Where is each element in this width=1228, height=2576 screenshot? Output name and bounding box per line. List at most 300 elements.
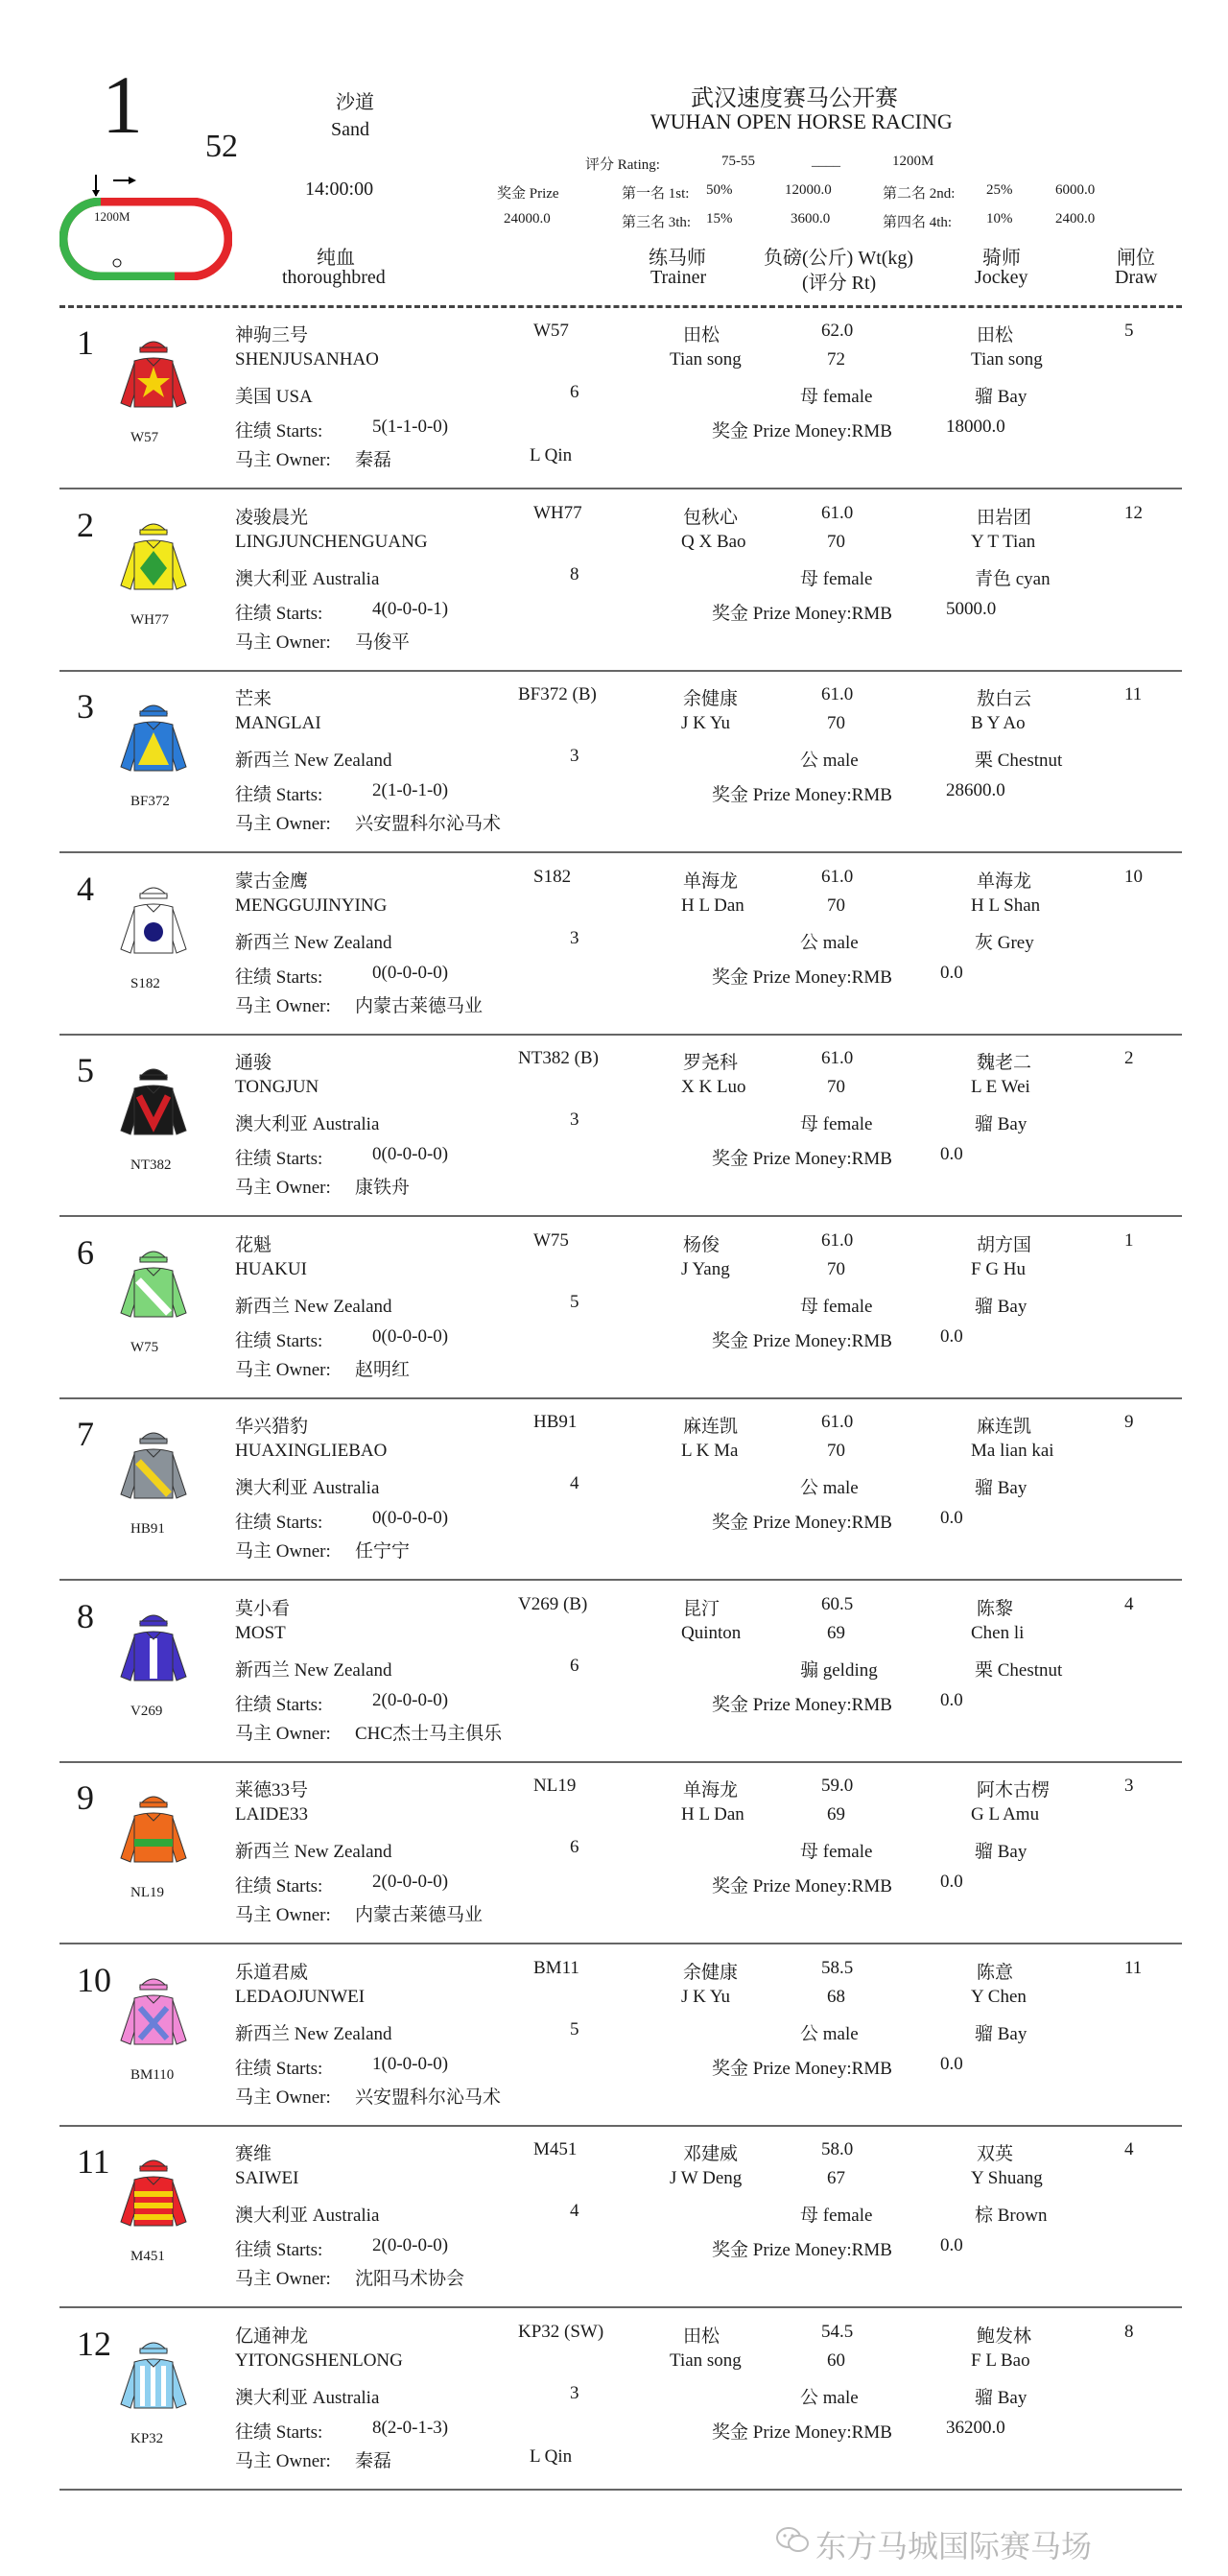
prize-money-label: 奖金 Prize Money:RMB [712,2422,892,2443]
silk-code: NL19 [130,1885,164,1900]
fourth-pct: 10% [986,211,1013,227]
surface-cn: 沙道 [336,92,374,113]
prize-money: 28600.0 [946,780,1005,800]
coat-color: 骝 Bay [975,1842,1027,1862]
trainer-cn: 罗尧科 [683,1053,739,1073]
col-weight-cn: 负磅(公斤) Wt(kg) [764,248,914,269]
owner-cn: CHC杰士马主俱乐 [355,1724,503,1744]
starts: 8(2-0-1-3) [372,2418,449,2438]
surface-en: Sand [331,119,369,140]
entry-number: 8 [77,1597,94,1635]
rating-value: 75-55 [721,154,755,169]
third-label: 第三名 3th: [622,215,692,230]
sex: 母 female [800,1842,873,1862]
jockey-cn: 麻连凯 [977,1417,1032,1437]
prize-money: 0.0 [940,2054,963,2074]
age: 3 [570,928,579,948]
starts-label: 往绩 Starts: [235,2422,323,2443]
col-trainer-en: Trainer [650,267,707,288]
entry-number: 10 [77,1961,111,1999]
jockey-cn: 鲍发林 [977,2326,1032,2347]
owner-cn: 内蒙古莱德马业 [355,996,484,1016]
starts: 2(0-0-0-0) [372,2235,449,2255]
age: 5 [570,1292,579,1312]
entry-number: 2 [77,506,94,544]
prize-money: 0.0 [940,1326,963,1347]
trainer-cn: 余健康 [683,1963,739,1983]
age: 4 [570,2201,579,2221]
trainer-en: J Yang [681,1259,730,1279]
trainer-cn: 田松 [683,325,720,346]
draw: 4 [1124,2139,1134,2159]
horse-code: BM11 [533,1958,579,1978]
starts-label: 往绩 Starts: [235,2240,323,2260]
horse-entry [0,863,1228,1045]
race-title-en: WUHAN OPEN HORSE RACING [650,109,953,133]
owner-label: 马主 Owner: [235,1905,331,1925]
draw: 8 [1124,2322,1134,2342]
horse-code: W57 [533,321,569,341]
age: 5 [570,2019,579,2039]
horse-entry [0,1772,1228,1954]
trainer-cn: 单海龙 [683,1780,739,1801]
trainer-cn: 单海龙 [683,871,739,892]
jockey-cn: 胡方国 [977,1235,1032,1255]
jockey-en: Y T Tian [971,532,1036,552]
prize-total: 24000.0 [504,211,551,227]
breed-cn: 纯血 [317,248,355,269]
header-divider [59,305,1182,308]
owner-label: 马主 Owner: [235,450,331,470]
owner-label: 马主 Owner: [235,1724,331,1744]
horse-entry [0,680,1228,863]
prize-money-label: 奖金 Prize Money:RMB [712,421,892,441]
jockey-silks-icon [115,1244,192,1330]
origin: 新西兰 New Zealand [235,1297,392,1317]
starts: 2(1-0-1-0) [372,780,449,800]
horse-code: S182 [533,867,572,887]
trainer-en: J W Deng [670,2168,743,2188]
jockey-en: L E Wei [971,1077,1030,1097]
jockey-silks-icon [115,1608,192,1694]
entry-number: 6 [77,1233,94,1272]
jockey-silks-icon [115,516,192,603]
owner-cn: 秦磊 [355,450,392,470]
prize-label: 奖金 Prize [497,186,559,202]
jockey-en: Y Chen [971,1987,1027,2007]
jockey-en: Ma lian kai [971,1441,1054,1461]
entry-number: 11 [77,2142,110,2181]
horse-code: V269 (B) [518,1594,588,1614]
starts: 0(0-0-0-0) [372,1144,449,1164]
starts: 1(0-0-0-0) [372,2054,449,2074]
direction-arrow-icon [88,173,155,192]
age: 4 [570,1473,579,1493]
rating: 70 [827,895,845,916]
horse-entry [0,2318,1228,2500]
entry-divider [59,1761,1182,1763]
prize-money-label: 奖金 Prize Money:RMB [712,1876,892,1896]
weight: 54.5 [821,2322,854,2342]
jockey-en: Chen li [971,1623,1025,1643]
starts: 0(0-0-0-0) [372,1326,449,1347]
sex: 公 male [800,933,859,953]
sex: 骟 gelding [800,1660,878,1681]
horse-entry [0,1044,1228,1227]
horse-entry [0,2135,1228,2318]
jockey-en: H L Shan [971,895,1041,916]
starts: 0(0-0-0-0) [372,1508,449,1528]
owner-cn: 任宁宁 [355,1541,411,1562]
prize-money-label: 奖金 Prize Money:RMB [712,2240,892,2260]
horse-name-en: HUAXINGLIEBAO [235,1441,388,1461]
jockey-en: Tian song [971,349,1043,370]
jockey-silks-icon [115,698,192,784]
starts-label: 往绩 Starts: [235,1513,323,1533]
owner-cn: 内蒙古莱德马业 [355,1905,484,1925]
sex: 母 female [800,1114,873,1134]
prize-money: 0.0 [940,1690,963,1710]
prize-money-label: 奖金 Prize Money:RMB [712,1331,892,1351]
jockey-en: G L Amu [971,1804,1040,1825]
sex: 母 female [800,387,873,407]
second-label: 第二名 2nd: [883,186,956,202]
sex: 公 male [800,2024,859,2044]
horse-name-cn: 赛维 [235,2144,272,2164]
origin: 澳大利亚 Australia [235,569,380,589]
coat-color: 骝 Bay [975,387,1027,407]
rating: 70 [827,532,845,552]
trainer-en: Tian song [670,349,742,370]
horse-name-en: YITONGSHENLONG [235,2350,403,2371]
horse-name-en: LAIDE33 [235,1804,308,1825]
horse-entry [0,1408,1228,1590]
starts-label: 往绩 Starts: [235,604,323,624]
third-pct: 15% [706,211,733,227]
race-time: 14:00:00 [305,179,374,200]
entry-number: 3 [77,687,94,726]
coat-color: 棕 Brown [975,2206,1048,2226]
col-draw-cn: 闸位 [1117,248,1155,269]
entry-divider [59,2489,1182,2491]
horse-code: W75 [533,1230,569,1251]
origin: 澳大利亚 Australia [235,2388,380,2408]
owner-label: 马主 Owner: [235,814,331,834]
starts: 5(1-1-0-0) [372,417,449,437]
horse-name-cn: 神驹三号 [235,325,309,346]
jockey-cn: 田岩团 [977,508,1032,528]
track-diagram [59,198,232,280]
owner-cn: 兴安盟科尔沁马术 [355,2087,502,2108]
trainer-en: X K Luo [681,1077,746,1097]
origin: 新西兰 New Zealand [235,933,392,953]
silk-code: NT382 [130,1157,172,1173]
silk-code: BF372 [130,794,170,809]
owner-label: 马主 Owner: [235,632,331,653]
horse-name-en: LINGJUNCHENGUANG [235,532,428,552]
owner-cn: 沈阳马术协会 [355,2269,465,2289]
horse-code: NL19 [533,1776,577,1796]
jockey-cn: 陈黎 [977,1599,1014,1619]
draw: 2 [1124,1048,1134,1068]
rating: 68 [827,1987,845,2007]
jockey-cn: 陈意 [977,1963,1014,1983]
trainer-cn: 邓建威 [683,2144,739,2164]
owner-cn: 赵明红 [355,1360,411,1380]
origin: 新西兰 New Zealand [235,1842,392,1862]
age: 6 [570,1656,579,1676]
prize-money: 0.0 [940,1144,963,1164]
trainer-en: H L Dan [681,1804,744,1825]
trainer-en: Quinton [681,1623,742,1643]
horse-code: WH77 [533,503,582,523]
age: 6 [570,1837,579,1857]
horse-name-en: MANGLAI [235,713,321,733]
draw: 11 [1124,684,1143,704]
horse-code: NT382 (B) [518,1048,599,1068]
jockey-silks-icon [115,334,192,420]
horse-code: HB91 [533,1412,578,1432]
trainer-en: Q X Bao [681,532,746,552]
race-distance: 1200M [892,154,934,169]
trainer-en: J K Yu [681,1987,731,2007]
coat-color: 骝 Bay [975,2388,1027,2408]
owner-label: 马主 Owner: [235,1360,331,1380]
track-distance-label: 1200M [94,209,130,224]
jockey-silks-icon [115,1971,192,2058]
coat-color: 骝 Bay [975,1297,1027,1317]
silk-code: V269 [130,1704,163,1719]
prize-money-label: 奖金 Prize Money:RMB [712,785,892,805]
jockey-cn: 田松 [977,325,1014,346]
third-amt: 3600.0 [791,211,831,227]
silk-code: S182 [130,976,160,991]
rating: 70 [827,713,845,733]
prize-money: 18000.0 [946,417,1005,437]
horse-code: M451 [533,2139,578,2159]
sex: 母 female [800,569,873,589]
horse-name-cn: 蒙古金鹰 [235,871,309,892]
watermark-text: 东方马城国际赛马场 [815,2528,1093,2564]
entry-divider [59,1397,1182,1399]
entry-number: 1 [77,323,94,362]
draw: 10 [1124,867,1143,887]
jockey-cn: 双英 [977,2144,1014,2164]
fourth-amt: 2400.0 [1055,211,1096,227]
prize-money-label: 奖金 Prize Money:RMB [712,1695,892,1715]
trainer-cn: 杨俊 [683,1235,720,1255]
age: 8 [570,564,579,584]
prize-money: 36200.0 [946,2418,1005,2438]
col-jockey-cn: 骑师 [982,248,1021,269]
col-draw-en: Draw [1115,267,1158,288]
second-pct: 25% [986,182,1013,198]
starts: 4(0-0-0-1) [372,599,449,619]
horse-name-en: TONGJUN [235,1077,319,1097]
rating: 70 [827,1259,845,1279]
horse-name-cn: 芒来 [235,689,272,709]
starts: 0(0-0-0-0) [372,963,449,983]
silk-code: M451 [130,2249,165,2264]
jockey-silks-icon [115,2335,192,2421]
silk-code: HB91 [130,1521,165,1537]
coat-color: 青色 cyan [975,569,1051,589]
prize-money-label: 奖金 Prize Money:RMB [712,1513,892,1533]
weight: 61.0 [821,1412,854,1432]
silk-code: WH77 [130,612,169,628]
owner-label: 马主 Owner: [235,996,331,1016]
starts-label: 往绩 Starts: [235,1876,323,1896]
horse-name-en: MOST [235,1623,286,1643]
coat-color: 栗 Chestnut [975,1660,1063,1681]
jockey-silks-icon [115,880,192,966]
second-amt: 6000.0 [1055,182,1096,198]
jockey-silks-icon [115,1425,192,1512]
rating: 69 [827,1804,845,1825]
horse-entry [0,499,1228,681]
coat-color: 骝 Bay [975,1114,1027,1134]
jockey-cn: 魏老二 [977,1053,1032,1073]
entry-number: 7 [77,1415,94,1453]
prize-money-label: 奖金 Prize Money:RMB [712,604,892,624]
rating: 70 [827,1077,845,1097]
horse-entry [0,317,1228,499]
silk-code: W75 [130,1340,159,1355]
weight: 60.5 [821,1594,854,1614]
sex: 公 male [800,1478,859,1498]
race-number: 1 [102,59,143,151]
horse-name-cn: 乐道君威 [235,1963,309,1983]
horse-name-cn: 花魁 [235,1235,272,1255]
weight: 58.5 [821,1958,854,1978]
col-jockey-en: Jockey [975,267,1028,288]
coat-color: 骝 Bay [975,1478,1027,1498]
first-amt: 12000.0 [785,182,832,198]
origin: 新西兰 New Zealand [235,2024,392,2044]
horse-name-en: HUAKUI [235,1259,307,1279]
entry-divider [59,1579,1182,1581]
sex: 公 male [800,751,859,771]
starts: 2(0-0-0-0) [372,1690,449,1710]
silk-code: W57 [130,430,159,445]
first-label: 第一名 1st: [622,186,690,202]
jockey-silks-icon [115,1061,192,1148]
horse-name-en: SHENJUSANHAO [235,349,379,370]
horse-entry [0,1590,1228,1773]
horse-name-cn: 凌骏晨光 [235,508,309,528]
owner-en: L Qin [530,445,573,465]
horse-name-cn: 华兴猎豹 [235,1417,309,1437]
breed-en: thoroughbred [282,267,386,288]
coat-color: 灰 Grey [975,933,1034,953]
horse-name-cn: 通骏 [235,1053,272,1073]
entry-number: 12 [77,2325,111,2363]
weight: 61.0 [821,867,854,887]
owner-label: 马主 Owner: [235,1541,331,1562]
runner-count: 52 [205,129,238,164]
entry-divider [59,1215,1182,1217]
trainer-cn: 昆汀 [683,1599,720,1619]
rating-blank: ____ [812,154,840,169]
jockey-cn: 敖白云 [977,689,1032,709]
entry-number: 5 [77,1051,94,1089]
horse-entry [0,1227,1228,1409]
horse-name-cn: 亿通神龙 [235,2326,309,2347]
draw: 3 [1124,1776,1134,1796]
col-trainer-cn: 练马师 [649,248,706,269]
prize-money-label: 奖金 Prize Money:RMB [712,1149,892,1169]
horse-name-cn: 莫小看 [235,1599,291,1619]
trainer-cn: 田松 [683,2326,720,2347]
starts-label: 往绩 Starts: [235,421,323,441]
owner-en: L Qin [530,2446,573,2467]
race-header [0,0,1228,317]
entry-divider [59,2125,1182,2127]
trainer-cn: 包秋心 [683,508,739,528]
owner-label: 马主 Owner: [235,1178,331,1198]
horse-name-en: MENGGUJINYING [235,895,388,916]
trainer-cn: 麻连凯 [683,1417,739,1437]
jockey-silks-icon [115,2153,192,2239]
entry-divider [59,1943,1182,1944]
jockey-en: B Y Ao [971,713,1026,733]
prize-money: 0.0 [940,2235,963,2255]
origin: 新西兰 New Zealand [235,751,392,771]
rating: 69 [827,1623,845,1643]
prize-money: 0.0 [940,963,963,983]
trainer-en: Tian song [670,2350,742,2371]
first-pct: 50% [706,182,733,198]
draw: 4 [1124,1594,1134,1614]
jockey-cn: 阿木古楞 [977,1780,1051,1801]
race-title-cn: 武汉速度赛马公开赛 [691,86,898,111]
sex: 母 female [800,1297,873,1317]
weight: 61.0 [821,1230,854,1251]
sex: 公 male [800,2388,859,2408]
weight: 61.0 [821,503,854,523]
horse-code: KP32 (SW) [518,2322,604,2342]
rating: 70 [827,1441,845,1461]
silk-code: BM110 [130,2067,175,2083]
entry-divider [59,2306,1182,2308]
owner-cn: 康铁舟 [355,1178,411,1198]
origin: 美国 USA [235,387,313,407]
owner-label: 马主 Owner: [235,2087,331,2108]
entry-divider [59,488,1182,489]
age: 3 [570,746,579,766]
entry-divider [59,670,1182,672]
draw: 12 [1124,503,1143,523]
rating: 67 [827,2168,845,2188]
col-weight-en: (评分 Rt) [802,273,877,294]
origin: 新西兰 New Zealand [235,1660,392,1681]
starts-label: 往绩 Starts: [235,1331,323,1351]
entry-divider [59,851,1182,853]
horse-entry [0,1954,1228,2136]
starts-label: 往绩 Starts: [235,1695,323,1715]
starts-label: 往绩 Starts: [235,1149,323,1169]
origin: 澳大利亚 Australia [235,2206,380,2226]
starts-label: 往绩 Starts: [235,785,323,805]
rating: 60 [827,2350,845,2371]
horse-name-cn: 莱德33号 [235,1780,309,1801]
age: 3 [570,1109,579,1130]
origin: 澳大利亚 Australia [235,1478,380,1498]
coat-color: 栗 Chestnut [975,751,1063,771]
entry-number: 4 [77,870,94,908]
jockey-en: F L Bao [971,2350,1030,2371]
prize-money: 0.0 [940,1508,963,1528]
